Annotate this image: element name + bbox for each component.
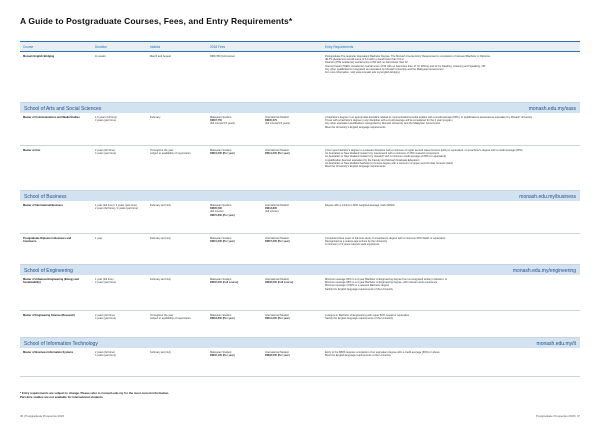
page-number-left: 30 | Postgraduate Prospectus 2018	[20, 414, 64, 418]
fees-international: International Student RM45,270 (full course/1.5 years)	[265, 116, 290, 126]
page-footer	[20, 414, 580, 418]
fees-malaysian: Malaysian Student RM34,800 (Per year)	[210, 314, 235, 321]
course-duration: 1.5 years (full time) 3 years (part time)	[95, 116, 118, 123]
header-entry-requirements: Entry Requirements	[325, 44, 354, 49]
course-duration: 1 year	[95, 237, 103, 240]
entry-requirements: Postgraduate Pre-requisite: Equivalent Bachelor Degree. The Monash Course Entry Requirement is completion of relevant Bachelor or Diploma. IELTS (Academic) overall score of 6.0 with no band lower than 5.5 or Pearson (PTE Academic) overall score of 50 with no band lower than 42 Internet based TOEFL (Academic) overall score of 60 with no band less than 17 for Writing and 12 for Reading, Listening and Speaking, OR Any other qualifications recognised as equivalent by Monash University and the Malaysian Government For more information, visit www.monash.edu.my/english-bridging	[325, 55, 491, 75]
header-fees: 2018 Fees	[210, 44, 226, 49]
section-name: School of Business	[24, 193, 67, 200]
table-row	[20, 113, 580, 146]
fees-international: International Student RM41,000 (Per year)	[265, 314, 290, 321]
fees-international: International Student RM44,800 (full course)	[265, 204, 289, 214]
entry-requirements: Minimum average 60% in a 4-year Bachelor of Engineering degree from a recognised tertiary institution, or Minimum average 65% in a 3-year Bachelor of Engineering degree, with relevant work experience Minimum average of 60% in a relevant Bachelor degree Satisfy the English language requirements of the University	[325, 278, 448, 291]
section-name: School of Engineering	[24, 267, 73, 274]
table-row	[20, 52, 580, 103]
entry-requirements: A four-year bachelor's degree in a relevant discipline with a minimum of upper second class honours (H2A) or equivalent, or a bachelor's degree with a credit average (60%) An Australian or New Zealand master's by coursework with a minimum of 25% research component An Australian or New Zealand master's by research with a minimum credit average of 65% (or equivalent) A qualification deemed equivalent by the Faculty and Monash Graduate Education An Australian or New Zealand bachelor's honours degree with a minimum of upper second class honours (H2A) Meet the University's English language requirements	[325, 149, 523, 169]
fees-international: International Student RM48,000 (Per year)	[265, 351, 290, 358]
entry-requirements: Completed three years of full-time study of a bachelor's degree with a minimum 60% WAM, or equivalent Recognised as a mature-age entrant by the University A minimum of 3 years relevant work experience	[325, 237, 446, 247]
header-intakes: Intakes	[150, 44, 161, 49]
course-intakes: February and July	[150, 278, 171, 281]
course-intakes: February and July	[150, 204, 171, 207]
course-intakes: February and July	[150, 351, 171, 354]
course-name: Monash English Bridging	[23, 55, 55, 58]
section-name: School of Arts and Social Sciences	[24, 105, 102, 112]
course-duration: 1 year (full time) 2 years (part time)	[95, 278, 117, 285]
table-row	[20, 234, 580, 265]
course-name: Master of Communications and Media Studies	[23, 116, 80, 119]
fees-malaysian: Malaysian Student RM40,100 (Per year)	[210, 351, 235, 358]
section-link[interactable]: monash.edu.my/it	[536, 340, 576, 347]
page-number-right: Postgraduate Prospectus 2018 | 37	[536, 414, 580, 418]
fees-malaysian: Malaysian Student RM40,000 (Full course)	[210, 278, 239, 285]
course-intakes: February and July	[150, 237, 171, 240]
course-intakes: Throughout the year subject to availability of supervisors	[150, 314, 191, 321]
header-duration: Duration	[95, 44, 108, 49]
table-row	[20, 311, 580, 338]
table-row	[20, 201, 580, 234]
header-course: Course	[23, 44, 34, 49]
course-name: Master of Arts	[23, 149, 41, 152]
page-title: A Guide to Postgraduate Courses, Fees, and Entry Requirements*	[20, 16, 293, 26]
course-duration: 2 years (full time) 4 years (part time)	[95, 149, 117, 156]
course-intakes: March and August	[150, 55, 171, 58]
entry-requirements: A degree in Bachelor of Engineering with upper 60% overall or equivalent Satisfy the English language requirements of the University	[325, 314, 410, 321]
section-header-engineering	[20, 265, 580, 275]
fees-malaysian: Malaysian Student RM35,500 (full course) RM70,800 (Per year)	[210, 204, 235, 217]
entry-requirements: Degree with a minimum 60% weighted average mark (WAM)	[325, 204, 395, 207]
course-intakes: February	[150, 116, 161, 119]
course-name: Master of Advanced Engineering (Energy and Sustainability)	[23, 278, 79, 285]
section-header-business	[20, 191, 580, 201]
table-row	[20, 348, 580, 377]
section-header-arts	[20, 103, 580, 113]
fees-malaysian: Malaysian Student RM34,200 (Per year)	[210, 149, 235, 156]
table-row	[20, 275, 580, 311]
course-table	[20, 41, 580, 377]
section-link[interactable]: monash.edu.my/business	[519, 193, 576, 200]
course-name: Master of Business Information Systems	[23, 351, 74, 354]
course-name: Postgraduate Diploma in Business and Commerce	[23, 237, 72, 244]
course-name: Master of Engineering Science (Research)	[23, 314, 75, 317]
section-name: School of Information Technology	[24, 340, 98, 347]
entry-requirements: Entry to the MBIS requires completion of an equivalent degree with a credit average (60%) or above Meet the English language requirements of the University	[325, 351, 440, 358]
course-name: Master of International Business	[23, 204, 64, 207]
course-fees: RM9,350 (full course)	[210, 55, 235, 58]
course-duration: 2 years (full time) 4 years (part time)	[95, 351, 117, 358]
table-header	[20, 41, 580, 52]
entry-requirements: A bachelor's degree in an appropriate discipline related to communications/media studies with a credit average (60%), or qualifications assessed as equivalent by Monash University Those with a bachelor's degree in any discipline with a credit average will be considered for the 2 year program Any other equivalent qualifications recognised by Monash University and the Malaysian Government Meet the University's English language requirements	[325, 116, 533, 129]
fees-international: International Student RM37,200 (Per year)	[265, 237, 290, 244]
course-duration: 2 years (full time) 4 years (part time)	[95, 314, 117, 321]
course-intakes: Throughout the year subject to availability of supervisors	[150, 149, 191, 156]
section-link[interactable]: monash.edu.my/sass	[528, 105, 576, 112]
fees-international: International Student RM41,000 (Per year)	[265, 149, 290, 156]
fees-malaysian: Malaysian Student RM31,200 (Per year)	[210, 237, 235, 244]
table-row	[20, 146, 580, 191]
course-duration: 1 year (full time) / 2 years (part time) 2 years (full time) / 4 years (part time)	[95, 204, 139, 211]
course-duration: 11 weeks	[95, 55, 106, 58]
fees-malaysian: Malaysian Student RM37,750 (full course/1.5 years)	[210, 116, 235, 126]
footnote: * Entry requirements are subject to change. Please refer to monash.edu.my for the most current information. Part-time studies are not available for international students.	[20, 391, 170, 399]
fees-international: International Student RM48,000 (Full course)	[265, 278, 294, 285]
section-link[interactable]: monash.edu.my/engineering	[512, 267, 576, 274]
section-header-it	[20, 338, 580, 348]
